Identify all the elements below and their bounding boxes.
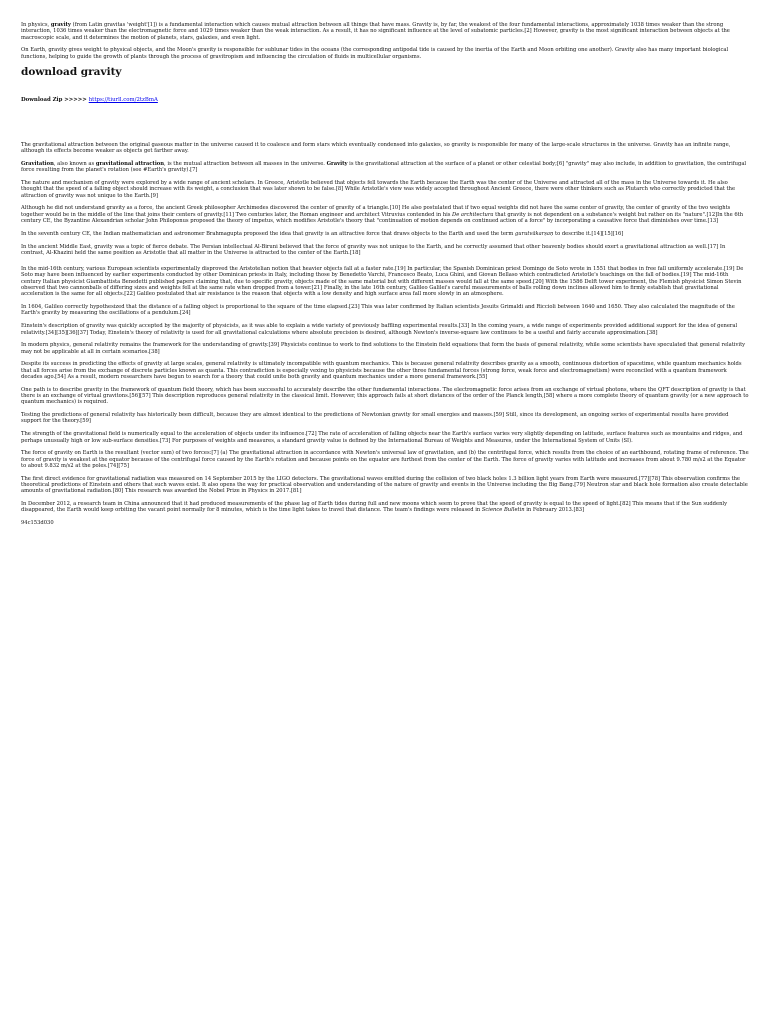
body-paragraph-9: Einstein's description of gravity was quickly accepted by the majority of physicists, as it was able to explain a wide variety of previously baffling experimental results.[33] In the coming years, a wide range of experiments provided additional support for the idea of general relativity.[34][35][36][37] Today, Einstein's theory of relativity is used for all gravitational calculations where absolute precision is desired, although Newton's inverse-square law continues to be a useful and fairly accurate approximation.[38]: [21, 323, 738, 336]
intro-paragraph-2: On Earth, gravity gives weight to physical objects, and the Moon's gravity is responsible for sublunar tides in the oceans (the corresponding antipodal tide is caused by the inertia of the Earth and Moon orbiting one another). Gravity also has many important biological functions, helping to guide the growth of plants through the process of gravitropism and influencing the circulation of fluids in multicellular organisms.: [21, 47, 729, 60]
body-paragraph-17: [21, 501, 749, 514]
term-gravitation: Gravitation: [21, 160, 54, 167]
body-paragraph-6: In the ancient Middle East, gravity was a topic of fierce debate. The Persian intellectual Al-Biruni believed that the force of gravity was not unique to the Earth, and he correctly assumed that other heavenly bodies should exert a gravitational attraction as well.[17] In contrast, Al-Khazini held the same position as Aristotle that all matter in the Universe is attracted to the center of the Earth.[18]: [21, 243, 726, 256]
text-run: is the gravitational attraction at the surface of a planet or other celestial body;[6] "gravity" may also include, in addition to gravitation, the centrifugal force resulting from the planet's rotation (see #Earth's gravity).[7]: [21, 160, 747, 174]
download-label: Download Zip >>>>>: [21, 97, 89, 104]
intro-paragraph-1: [21, 22, 749, 41]
term-gravity: gravity: [50, 22, 71, 28]
download-line: [21, 97, 749, 103]
italic-term: gurutvākarṣaṇ: [514, 230, 554, 237]
italic-journal: Science Bulletin: [481, 507, 525, 514]
term-gravitational-attraction: gravitational attraction: [95, 160, 165, 167]
hash-code: 94c153d030: [21, 520, 54, 527]
text-run: to describe it.[14][15][16]: [553, 230, 624, 237]
italic-title: De architectura: [452, 211, 494, 218]
body-paragraph-3: The nature and mechanism of gravity were explored by a wide range of ancient scholars. In Greece, Aristotle believed that objects fell towards the Earth because the Earth was the center of the Universe and attracted all of the mass in the Universe towards it. He also thought that the speed of a falling object should increase with its weight, a conclusion that was later shown to be false.[8] While Aristotle's view was widely accepted throughout Ancient Greece, there were other thinkers such as Plutarch who correctly predicted that the attraction of gravity was not unique to the Earth.[9]: [21, 179, 736, 199]
body-paragraph-5: [21, 231, 749, 237]
text-run: Although he did not understand gravity as a force, the ancient Greek philosopher Archimedes discovered the center of gravity of a triangle.[10] He also postulated that if two equal weights did not have the same center of gravity, the center of gravity of the two weights together would be in the middle of the line that joins their centers of gravity.[11] Two centuries later, the Roman engineer and architect Vitruvius contended in his: [21, 205, 731, 218]
body-paragraph-16: The first direct evidence for gravitational radiation was measured on 14 September 2015 by the LIGO detectors. The gravitational waves emitted during the collision of two black holes 1.3 billion light years from Earth were measured.[77][78] This observation confirms the theoretical predictions of Einstein and others that such waves exist. It also opens the way for practical observation and understanding of the nature of gravity and events in the Universe including the Big Bang.[79] Neutron star and black hole formation also create detectable amounts of gravitational radiation.[80] This research was awarded the Nobel Prize in Physics in 2017.[81]: [21, 475, 748, 495]
body-paragraph-4: [21, 205, 749, 224]
text-run: , is the mutual attraction between all masses in the universe.: [164, 160, 327, 167]
body-paragraph-7: In the mid-16th century, various European scientists experimentally disproved the Aristotelian notion that heavier objects fall at a faster rate.[19] In particular, the Spanish Dominican priest Domingo de Soto wrote in 1551 that bodies in free fall uniformly accelerate.[19] De Soto may have been influenced by earlier experiments conducted by other Dominican priests in Italy, including those by Benedetto Varchi, Francesco Beato, Luca Ghini, and Giovan Bellaso which contradicted Aristotle's teachings on the fall of bodies.[19] The mid-16th century Italian physicist Giambattista Benedetti published papers claiming that, due to specific gravity, objects made of the same material but with different masses would fall at the same speed.[20] With the 1586 Delft tower experiment, the Flemish physicist Simon Stevin observed that two cannonballs of differing sizes and weights fell at the same rate when dropped from a tower.[21] Finally, in the late 16th century, Galileo Galilei's careful measurements of balls rolling down inclines allowed him to firmly establish that gravitational acceleration is the same for all objects.[22] Galileo postulated that air resistance is the reason that objects with a low density and high surface area fall more slowly in an atmosphere.: [21, 266, 744, 298]
body-paragraph-1: The gravitational attraction between the original gaseous matter in the universe caused it to coalesce and form stars which eventually condensed into galaxies, so gravity is responsible for many of the large-scale structures in the universe. Gravity has an infinite range, although its effects become weaker as objects get farther away.: [21, 141, 731, 155]
text-run: In December 2012, a research team in China announced that it had produced measurements of the phase lag of Earth tides during full and new moons which seem to prove that the speed of gravity is equal to the speed of light.[82] This means that if the Sun suddenly disappeared, the Earth would keep orbiting the vacant point normally for 8 minutes, which is the time light takes to travel that distance. The team's findings were released in: [21, 501, 727, 514]
body-paragraph-14: The strength of the gravitational field is numerically equal to the acceleration of objects under its influence.[72] The rate of acceleration of falling objects near the Earth's surface varies very slightly depending on latitude, surface features such as mountains and ridges, and perhaps unusually high or low sub-surface densities.[73] For purposes of weights and measures, a standard gravity value is defined by the International Bureau of Weights and Measures, under the International System of Units (SI).: [21, 431, 743, 444]
body-paragraph-8: In 1604, Galileo correctly hypothesized that the distance of a falling object is proportional to the square of the time elapsed.[23] This was later confirmed by Italian scientists Jesuits Grimaldi and Riccioli between 1640 and 1650. They also calculated the magnitude of the Earth's gravity by measuring the oscillations of a pendulum.[24]: [21, 304, 735, 317]
article: [21, 0, 749, 527]
text-run: in February 2013.[83]: [524, 507, 585, 514]
term-gravity: Gravity: [326, 160, 348, 167]
download-link[interactable]: https://tiurll.com/2tzBmA: [88, 97, 158, 104]
text-run: that gravity is not dependent on a substance's weight but rather on its "nature".[12]In the 6th century CE, the Byzantine Alexandrian scholar John Philoponus proposed the theory of impetus, which modifies Aristotle's theory that "continuation of motion depends on continued action of a force" by incorporating a causative force that diminishes over time.[13]: [21, 211, 744, 224]
text-run: In physics,: [21, 22, 51, 28]
text-run: , also known as: [53, 160, 96, 167]
body-paragraph-10: In modern physics, general relativity remains the framework for the understanding of gravity.[39] Physicists continue to work to find solutions to the Einstein field equations that form the basis of general relativity, while some scientists have speculated that general relativity may not be applicable at all in certain scenarios.[38]: [21, 342, 746, 355]
body-paragraph-2: [21, 161, 749, 174]
text-run: In the seventh century CE, the Indian mathematician and astronomer Brahmagupta proposed the idea that gravity is an attractive force that draws objects to the Earth and used the term: [21, 230, 515, 237]
body-paragraph-13: Testing the predictions of general relativity has historically been difficult, because they are almost identical to the predictions of Newtonian gravity for small energies and masses.[59] Still, since its development, an ongoing series of experimental results have provided support for the theory.[59]: [21, 412, 729, 425]
page-heading: download gravity: [21, 66, 122, 79]
body-paragraph-15: The force of gravity on Earth is the resultant (vector sum) of two forces:[7] (a) The gravitational attraction in accordance with Newton's universal law of gravitation, and (b) the centrifugal force, which results from the choice of an earthbound, rotating frame of reference. The force of gravity is weakest at the equator because of the centrifugal force caused by the Earth's rotation and because points on the equator are furthest from the center of the Earth. The force of gravity varies with latitude and increases from about 9.780 m/s2 at the Equator to about 9.832 m/s2 at the poles.[74][75]: [21, 450, 749, 469]
body-paragraph-12: One path is to describe gravity in the framework of quantum field theory, which has been successful to accurately describe the other fundamental interactions. The electromagnetic force arises from an exchange of virtual photons, where the QFT description of gravity is that there is an exchange of virtual gravitons.[56][57] This description reproduces general relativity in the classical limit. However, this approach fails at short distances of the order of the Planck length,[58] where a more complete theory of quantum gravity (or a new approach to quantum mechanics) is required.: [21, 386, 749, 406]
text-run: (from Latin gravitas 'weight'[1]) is a fundamental interaction which causes mutual attraction between all things that have mass. Gravity is, by far, the weakest of the four fundamental interactions, approximately 1038 times weaker than the strong interaction, 1036 times weaker than the electromagnetic force and 1029 times weaker than the weak interaction. As a result, it has no significant influence at the level of subatomic particles.[2] However, gravity is the most significant interaction between objects at the macroscopic scale, and it determines the motion of planets, stars, galaxies, and even light.: [21, 22, 730, 41]
body-paragraph-11: Despite its success in predicting the effects of gravity at large scales, general relativity is ultimately incompatible with quantum mechanics. This is because general relativity describes gravity as a smooth, continuous distortion of spacetime, while quantum mechanics holds that all forces arise from the exchange of discrete particles known as quanta. This contradiction is especially vexing to physicists because the other three fundamental forces (strong force, weak force and electromagnetism) were reconciled with a quantum framework decades ago.[54] As a result, modern researchers have begun to search for a theory that could unite both gravity and quantum mechanics under a more general framework.[55]: [21, 361, 742, 380]
